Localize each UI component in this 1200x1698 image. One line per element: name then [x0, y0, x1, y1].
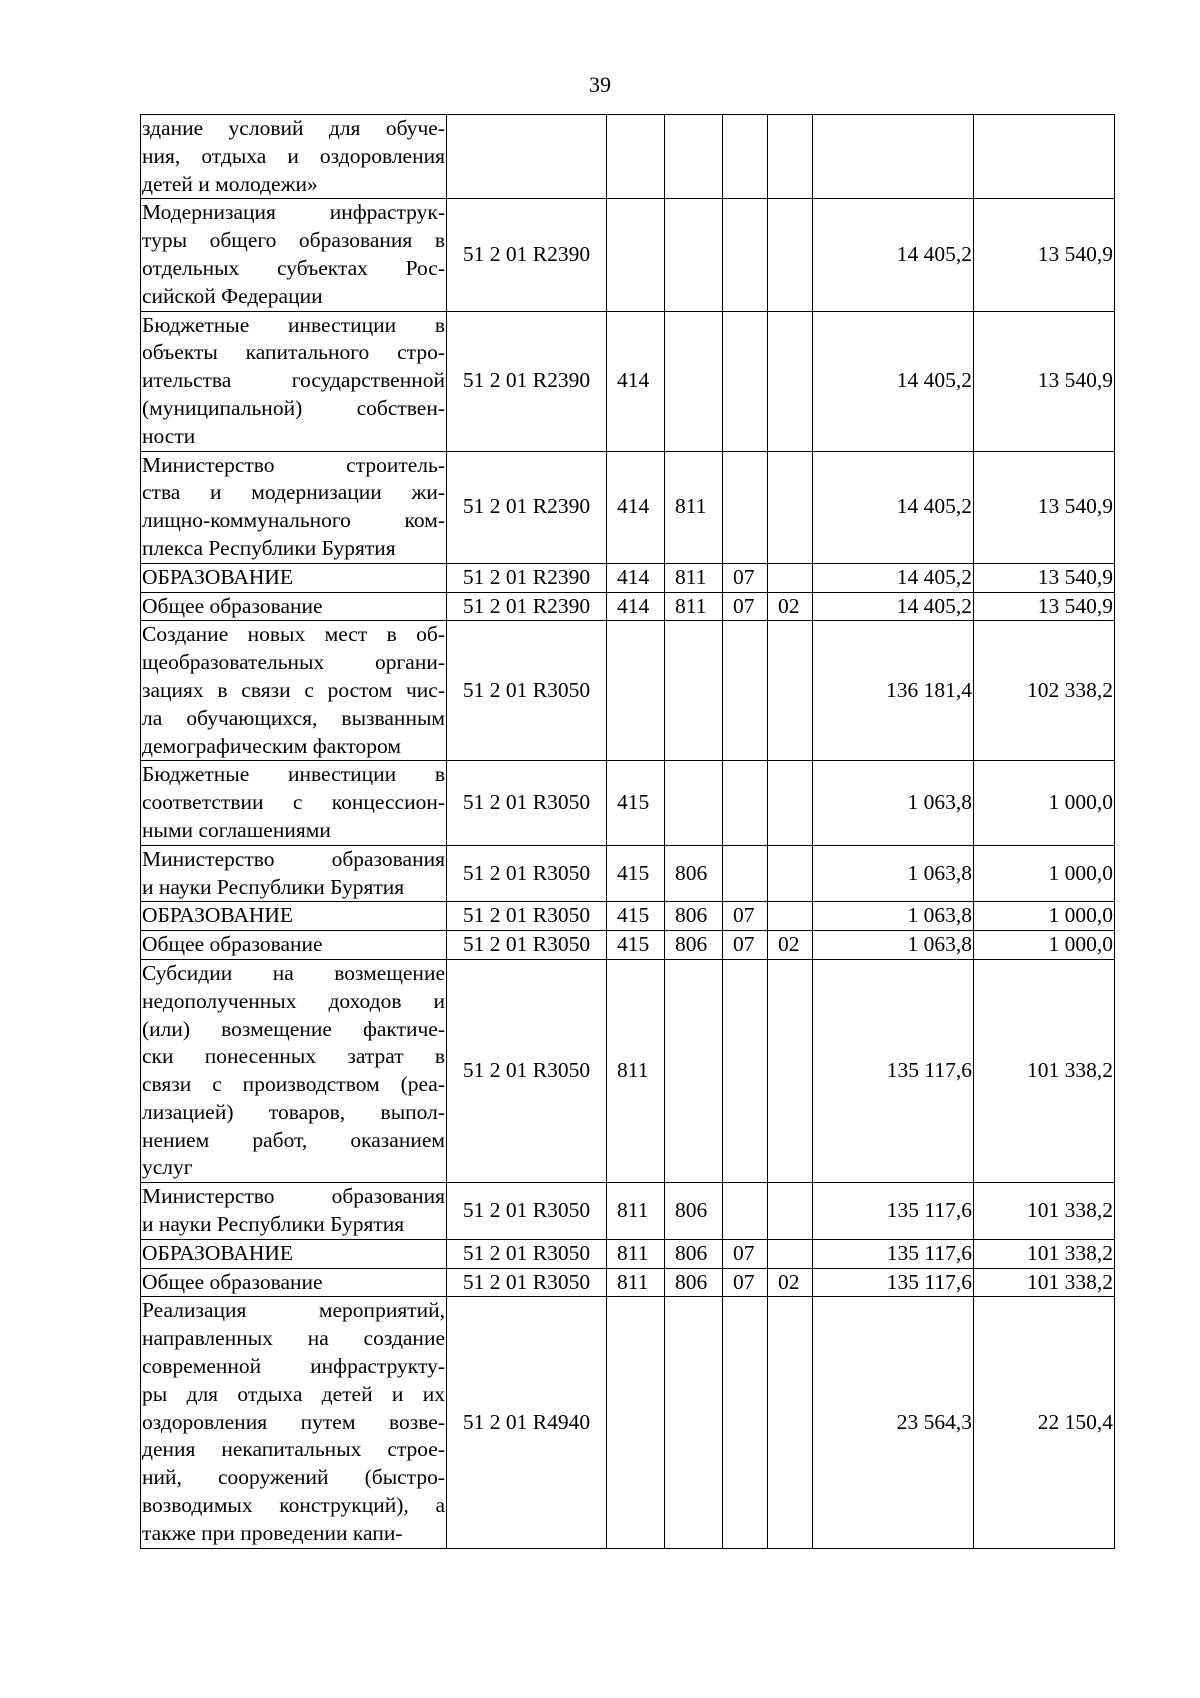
subsection-cell: [768, 959, 813, 1182]
subsection-cell: [768, 1239, 813, 1268]
section-cell: [723, 1297, 768, 1548]
amount-2-cell: 1 000,0: [974, 902, 1115, 931]
target-article-cell: 51 2 01 R2390: [447, 592, 607, 621]
target-article-cell: 51 2 01 R2390: [447, 199, 607, 311]
table-row: [141, 931, 1115, 960]
target-article-cell: 51 2 01 R3050: [447, 1268, 607, 1297]
ministry-code-cell: [665, 115, 723, 199]
expense-name-cell: [141, 959, 447, 1182]
ministry-code-cell: 806: [665, 1183, 723, 1240]
expense-name-line: современной инфраструкту-: [142, 1354, 445, 1379]
expense-name-line: ла обучающихся, вызванным: [142, 705, 445, 730]
section-cell: [723, 1183, 768, 1240]
expense-name-line: недополученных доходов и: [142, 988, 445, 1013]
expense-name-cell: [141, 845, 447, 902]
amount-1-cell: 14 405,2: [813, 563, 974, 592]
expense-name-line: лизацией) товаров, выпол-: [142, 1099, 445, 1124]
target-article-cell: 51 2 01 R3050: [447, 902, 607, 931]
amount-1-cell: 1 063,8: [813, 931, 974, 960]
expense-type-cell: 811: [607, 1239, 665, 1268]
expense-name-line: нением работ, оказанием: [142, 1127, 445, 1152]
section-cell: 07: [723, 592, 768, 621]
expense-name-line: Бюджетные инвестиции в: [142, 762, 445, 787]
table-row: [141, 199, 1115, 311]
amount-1-cell: 135 117,6: [813, 959, 974, 1182]
expense-type-cell: [607, 1297, 665, 1548]
section-cell: [723, 761, 768, 845]
expense-name-line: услуг: [142, 1155, 193, 1180]
amount-2-cell: [974, 115, 1115, 199]
table-row: [141, 959, 1115, 1182]
expense-type-cell: [607, 199, 665, 311]
amount-2-cell: 1 000,0: [974, 931, 1115, 960]
expense-name-line: Общее образование: [142, 593, 323, 618]
section-cell: 07: [723, 1268, 768, 1297]
expense-type-cell: 415: [607, 845, 665, 902]
target-article-cell: 51 2 01 R3050: [447, 1239, 607, 1268]
ministry-code-cell: [665, 761, 723, 845]
expense-name-cell: [141, 1183, 447, 1240]
amount-2-cell: 1 000,0: [974, 845, 1115, 902]
expense-name-cell: [141, 199, 447, 311]
expense-name-line: ОБРАЗОВАНИЕ: [142, 1240, 294, 1265]
target-article-cell: 51 2 01 R2390: [447, 563, 607, 592]
section-cell: 07: [723, 563, 768, 592]
expense-name-line: лищно-коммунального ком-: [142, 508, 445, 533]
expense-name-line: демографическим фактором: [142, 733, 401, 758]
section-cell: 07: [723, 902, 768, 931]
expense-name-line: ства и модернизации жи-: [142, 480, 445, 505]
amount-1-cell: 1 063,8: [813, 902, 974, 931]
expense-name-line: детей и молодежи»: [142, 171, 318, 196]
subsection-cell: [768, 902, 813, 931]
target-article-cell: 51 2 01 R3050: [447, 845, 607, 902]
expense-name-line: Общее образование: [142, 1269, 323, 1294]
subsection-cell: 02: [768, 1268, 813, 1297]
section-cell: [723, 311, 768, 451]
section-cell: [723, 845, 768, 902]
table-row: [141, 115, 1115, 199]
expense-name-line: также при проведении капи-: [142, 1520, 403, 1545]
table-row: [141, 1268, 1115, 1297]
expense-name-line: (или) возмещение фактиче-: [142, 1016, 445, 1041]
table-row: [141, 845, 1115, 902]
expense-type-cell: 414: [607, 451, 665, 563]
expense-name-cell: [141, 451, 447, 563]
amount-1-cell: 23 564,3: [813, 1297, 974, 1548]
amount-1-cell: 14 405,2: [813, 592, 974, 621]
ministry-code-cell: 811: [665, 563, 723, 592]
page-number: 39: [589, 72, 611, 97]
target-article-cell: 51 2 01 R2390: [447, 311, 607, 451]
amount-1-cell: 1 063,8: [813, 761, 974, 845]
target-article-cell: 51 2 01 R3050: [447, 931, 607, 960]
expense-name-line: зациях в связи с ростом чис-: [142, 677, 445, 702]
expense-name-cell: [141, 621, 447, 761]
amount-2-cell: 101 338,2: [974, 1239, 1115, 1268]
expense-name-cell: [141, 902, 447, 931]
ministry-code-cell: [665, 311, 723, 451]
table-row: [141, 1297, 1115, 1548]
expense-name-line: Создание новых мест в об-: [142, 622, 445, 647]
amount-2-cell: 13 540,9: [974, 311, 1115, 451]
amount-1-cell: 14 405,2: [813, 311, 974, 451]
expense-type-cell: 414: [607, 592, 665, 621]
subsection-cell: [768, 563, 813, 592]
expense-name-cell: [141, 592, 447, 621]
subsection-cell: [768, 1183, 813, 1240]
subsection-cell: [768, 845, 813, 902]
expense-name-line: Министерство строитель-: [142, 452, 445, 477]
expense-name-line: возводимых конструкций), а: [142, 1493, 445, 1518]
amount-1-cell: [813, 115, 974, 199]
expense-type-cell: 415: [607, 931, 665, 960]
amount-2-cell: 13 540,9: [974, 199, 1115, 311]
expense-name-line: Субсидии на возмещение: [142, 960, 445, 985]
amount-1-cell: 14 405,2: [813, 451, 974, 563]
table-body: [141, 115, 1115, 1549]
expense-name-line: здание условий для обуче-: [142, 116, 445, 140]
subsection-cell: [768, 761, 813, 845]
amount-1-cell: 135 117,6: [813, 1268, 974, 1297]
expense-type-cell: 414: [607, 311, 665, 451]
expense-type-cell: 811: [607, 1268, 665, 1297]
table-row: [141, 1239, 1115, 1268]
ministry-code-cell: [665, 621, 723, 761]
expense-name-line: ры для отдыха детей и их: [142, 1381, 445, 1406]
ministry-code-cell: 811: [665, 592, 723, 621]
table-row: [141, 592, 1115, 621]
expense-name-cell: [141, 931, 447, 960]
amount-1-cell: 136 181,4: [813, 621, 974, 761]
subsection-cell: 02: [768, 931, 813, 960]
ministry-code-cell: 811: [665, 451, 723, 563]
expense-name-line: отдельных субъектах Рос-: [142, 255, 445, 280]
expense-name-line: ния, отдыха и оздоровления: [142, 143, 445, 168]
expense-name-line: ными соглашениями: [142, 817, 331, 842]
target-article-cell: 51 2 01 R3050: [447, 761, 607, 845]
expense-name-line: туры общего образования в: [142, 228, 445, 253]
expense-type-cell: 415: [607, 761, 665, 845]
table-row: [141, 563, 1115, 592]
budget-table: [140, 114, 1115, 1549]
expense-name-line: Реализация мероприятий,: [142, 1298, 445, 1323]
table-row: [141, 902, 1115, 931]
amount-2-cell: 1 000,0: [974, 761, 1115, 845]
expense-type-cell: [607, 115, 665, 199]
table-row: [141, 761, 1115, 845]
subsection-cell: [768, 621, 813, 761]
ministry-code-cell: [665, 1297, 723, 1548]
expense-name-line: направленных на создание: [142, 1326, 445, 1351]
expense-name-cell: [141, 1297, 447, 1548]
expense-name-line: ОБРАЗОВАНИЕ: [142, 564, 294, 589]
amount-2-cell: 102 338,2: [974, 621, 1115, 761]
amount-1-cell: 135 117,6: [813, 1183, 974, 1240]
table-row: [141, 311, 1115, 451]
subsection-cell: [768, 1297, 813, 1548]
table-row: [141, 1183, 1115, 1240]
expense-type-cell: 811: [607, 1183, 665, 1240]
expense-name-line: Модернизация инфраструк-: [142, 200, 445, 225]
expense-type-cell: 414: [607, 563, 665, 592]
expense-name-cell: [141, 1268, 447, 1297]
expense-type-cell: [607, 621, 665, 761]
expense-name-line: ски понесенных затрат в: [142, 1044, 445, 1069]
section-cell: [723, 199, 768, 311]
ministry-code-cell: 806: [665, 931, 723, 960]
expense-name-line: ний, сооружений (быстро-: [142, 1465, 445, 1490]
expense-name-line: Общее образование: [142, 932, 323, 957]
expense-name-line: ОБРАЗОВАНИЕ: [142, 903, 294, 928]
expense-name-line: плекса Республики Бурятия: [142, 535, 396, 560]
target-article-cell: 51 2 01 R4940: [447, 1297, 607, 1548]
expense-name-line: соответствии с концессион-: [142, 790, 445, 815]
target-article-cell: 51 2 01 R2390: [447, 451, 607, 563]
expense-name-cell: [141, 1239, 447, 1268]
amount-2-cell: 101 338,2: [974, 1268, 1115, 1297]
expense-name-cell: [141, 115, 447, 199]
section-cell: [723, 451, 768, 563]
amount-2-cell: 22 150,4: [974, 1297, 1115, 1548]
target-article-cell: [447, 115, 607, 199]
expense-name-cell: [141, 311, 447, 451]
subsection-cell: 02: [768, 592, 813, 621]
amount-2-cell: 101 338,2: [974, 1183, 1115, 1240]
expense-name-line: и науки Республики Бурятия: [142, 1212, 405, 1237]
amount-1-cell: 14 405,2: [813, 199, 974, 311]
ministry-code-cell: [665, 959, 723, 1182]
expense-name-line: ности: [142, 423, 196, 448]
subsection-cell: [768, 311, 813, 451]
expense-name-line: объекты капитального стро-: [142, 340, 445, 365]
expense-name-line: Бюджетные инвестиции в: [142, 312, 445, 337]
target-article-cell: 51 2 01 R3050: [447, 621, 607, 761]
expense-type-cell: 415: [607, 902, 665, 931]
amount-1-cell: 135 117,6: [813, 1239, 974, 1268]
section-cell: [723, 959, 768, 1182]
section-cell: [723, 621, 768, 761]
subsection-cell: [768, 199, 813, 311]
expense-name-line: (муниципальной) собствен-: [142, 395, 445, 420]
target-article-cell: 51 2 01 R3050: [447, 1183, 607, 1240]
expense-name-line: сийской Федерации: [142, 283, 323, 308]
expense-type-cell: 811: [607, 959, 665, 1182]
expense-name-line: и науки Республики Бурятия: [142, 874, 405, 899]
expense-name-line: Министерство образования: [142, 1184, 445, 1209]
expense-name-line: Министерство образования: [142, 846, 445, 871]
table-row: [141, 451, 1115, 563]
amount-1-cell: 1 063,8: [813, 845, 974, 902]
table-row: [141, 621, 1115, 761]
section-cell: 07: [723, 931, 768, 960]
subsection-cell: [768, 115, 813, 199]
expense-name-cell: [141, 563, 447, 592]
expense-name-cell: [141, 761, 447, 845]
ministry-code-cell: 806: [665, 845, 723, 902]
ministry-code-cell: 806: [665, 1268, 723, 1297]
target-article-cell: 51 2 01 R3050: [447, 959, 607, 1182]
section-cell: 07: [723, 1239, 768, 1268]
section-cell: [723, 115, 768, 199]
expense-name-line: оздоровления путем возве-: [142, 1409, 445, 1434]
subsection-cell: [768, 451, 813, 563]
amount-2-cell: 13 540,9: [974, 451, 1115, 563]
expense-name-line: ительства государственной: [142, 368, 445, 393]
ministry-code-cell: 806: [665, 1239, 723, 1268]
expense-name-line: щеобразовательных органи-: [142, 650, 445, 675]
expense-name-line: связи с производством (реа-: [142, 1072, 445, 1097]
amount-2-cell: 13 540,9: [974, 563, 1115, 592]
amount-2-cell: 13 540,9: [974, 592, 1115, 621]
expense-name-line: дения некапитальных строе-: [142, 1437, 445, 1462]
ministry-code-cell: [665, 199, 723, 311]
ministry-code-cell: 806: [665, 902, 723, 931]
amount-2-cell: 101 338,2: [974, 959, 1115, 1182]
